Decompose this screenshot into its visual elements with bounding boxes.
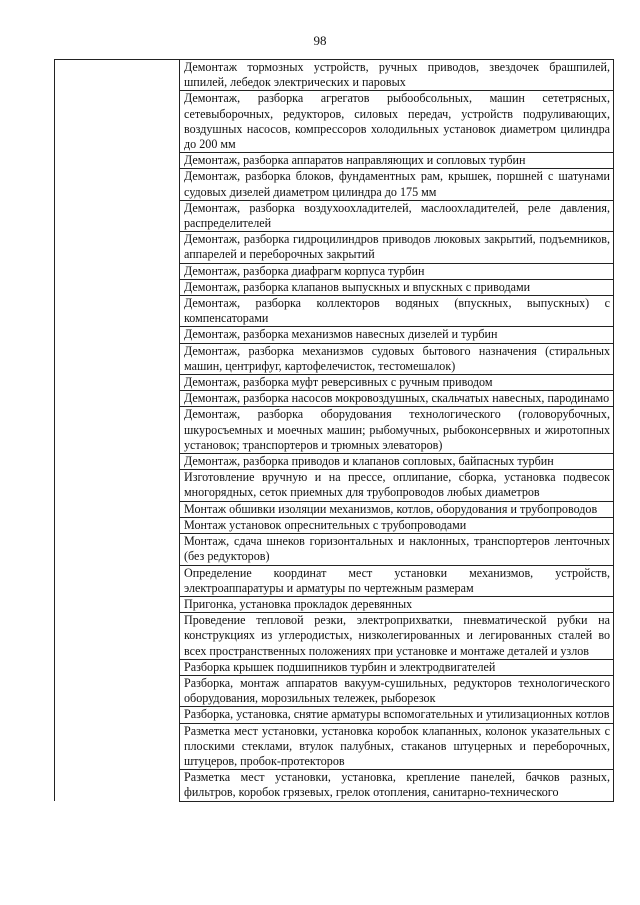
page-number: 98	[313, 33, 327, 48]
work-description-cell: Определение координат мест установки механизмов, устройств, электроаппаратуры и арматуры по чертежным размерам	[180, 565, 614, 596]
work-description-cell: Демонтаж, разборка механизмов навесных дизелей и турбин	[180, 327, 614, 343]
work-description-cell: Демонтаж, разборка коллекторов водяных (впускных, выпускных) с компенсаторами	[180, 296, 614, 327]
work-description-cell: Демонтаж, разборка приводов и клапанов сопловых, байпасных турбин	[180, 454, 614, 470]
work-description-cell: Пригонка, установка прокладок деревянных	[180, 596, 614, 612]
work-description-cell: Разметка мест установки, установка коробок клапанных, колонок указательных с плоскими стеклами, втулок палубных, стаканов штуцерных и переборочных, штуцеров, пробок-протекторов	[180, 723, 614, 770]
work-description-cell: Разборка крышек подшипников турбин и электродвигателей	[180, 659, 614, 675]
work-description-cell: Демонтаж, разборка воздухоохладителей, маслоохладителей, реле давления, распределителей	[180, 200, 614, 231]
work-description-cell: Монтаж обшивки изоляции механизмов, котлов, оборудования и трубопроводов	[180, 501, 614, 517]
work-description-cell: Демонтаж, разборка агрегатов рыбообсольных, машин сететрясных, сетевыборочных, редукторов, силовых передач, устройств подруливающих, воздушных насосов, компрессоров холодильных установок диаметром цилиндра до 200 мм	[180, 91, 614, 153]
work-description-cell: Демонтаж, разборка клапанов выпускных и впускных с приводами	[180, 279, 614, 295]
work-description-cell: Демонтаж, разборка гидроцилиндров приводов люковых закрытий, подъемников, аппарелей и переборочных закрытий	[180, 232, 614, 263]
work-table-body	[55, 60, 614, 802]
work-description-cell: Демонтаж, разборка оборудования технологического (головорубочных, шкуросъемных и моечных машин; рыбомучных, рыбоконсервных и жиротопных установок; транспортеров и трюмных элеваторов)	[180, 407, 614, 454]
work-table	[54, 59, 614, 802]
work-description-cell: Монтаж, сдача шнеков горизонтальных и наклонных, транспортеров ленточных (без редукторов)	[180, 534, 614, 565]
work-description-cell: Проведение тепловой резки, электроприхватки, пневматической рубки на конструкциях из углеродистых, низколегированных и легированных сталей во всех пространственных положениях при установке и монтаже деталей и узлов	[180, 613, 614, 660]
work-description-cell: Монтаж установок опреснительных с трубопроводами	[180, 517, 614, 533]
work-description-cell: Демонтаж, разборка аппаратов направляющих и сопловых турбин	[180, 153, 614, 169]
left-column-cell	[55, 60, 180, 802]
work-description-cell: Разборка, монтаж аппаратов вакуум-сушильных, редукторов технологического оборудования, морозильных тележек, рыборезок	[180, 675, 614, 706]
work-description-cell: Демонтаж, разборка диафрагм корпуса турбин	[180, 263, 614, 279]
work-description-cell: Разборка, установка, снятие арматуры вспомогательных и утилизационных котлов	[180, 707, 614, 723]
work-description-cell: Изготовление вручную и на прессе, оплипание, сборка, установка подвесок многорядных, сеток приемных для трубопроводов любых диаметров	[180, 470, 614, 501]
table-row	[55, 60, 614, 91]
work-description-cell: Демонтаж тормозных устройств, ручных приводов, звездочек брашпилей, шпилей, лебедок электрических и паровых	[180, 60, 614, 91]
work-description-cell: Демонтаж, разборка насосов мокровоздушных, скальчатых навесных, пародинамо	[180, 391, 614, 407]
work-description-cell: Демонтаж, разборка механизмов судовых бытового назначения (стиральных машин, центрифуг, картофелечисток, тестомешалок)	[180, 343, 614, 374]
work-description-cell: Демонтаж, разборка блоков, фундаментных рам, крышек, поршней с шатунами судовых дизелей диаметром цилиндра до 175 мм	[180, 169, 614, 200]
work-description-cell: Демонтаж, разборка муфт реверсивных с ручным приводом	[180, 375, 614, 391]
work-description-cell: Разметка мест установки, установка, крепление панелей, бачков разных, фильтров, коробок грязевых, грелок отопления, санитарно-технического	[180, 770, 614, 801]
